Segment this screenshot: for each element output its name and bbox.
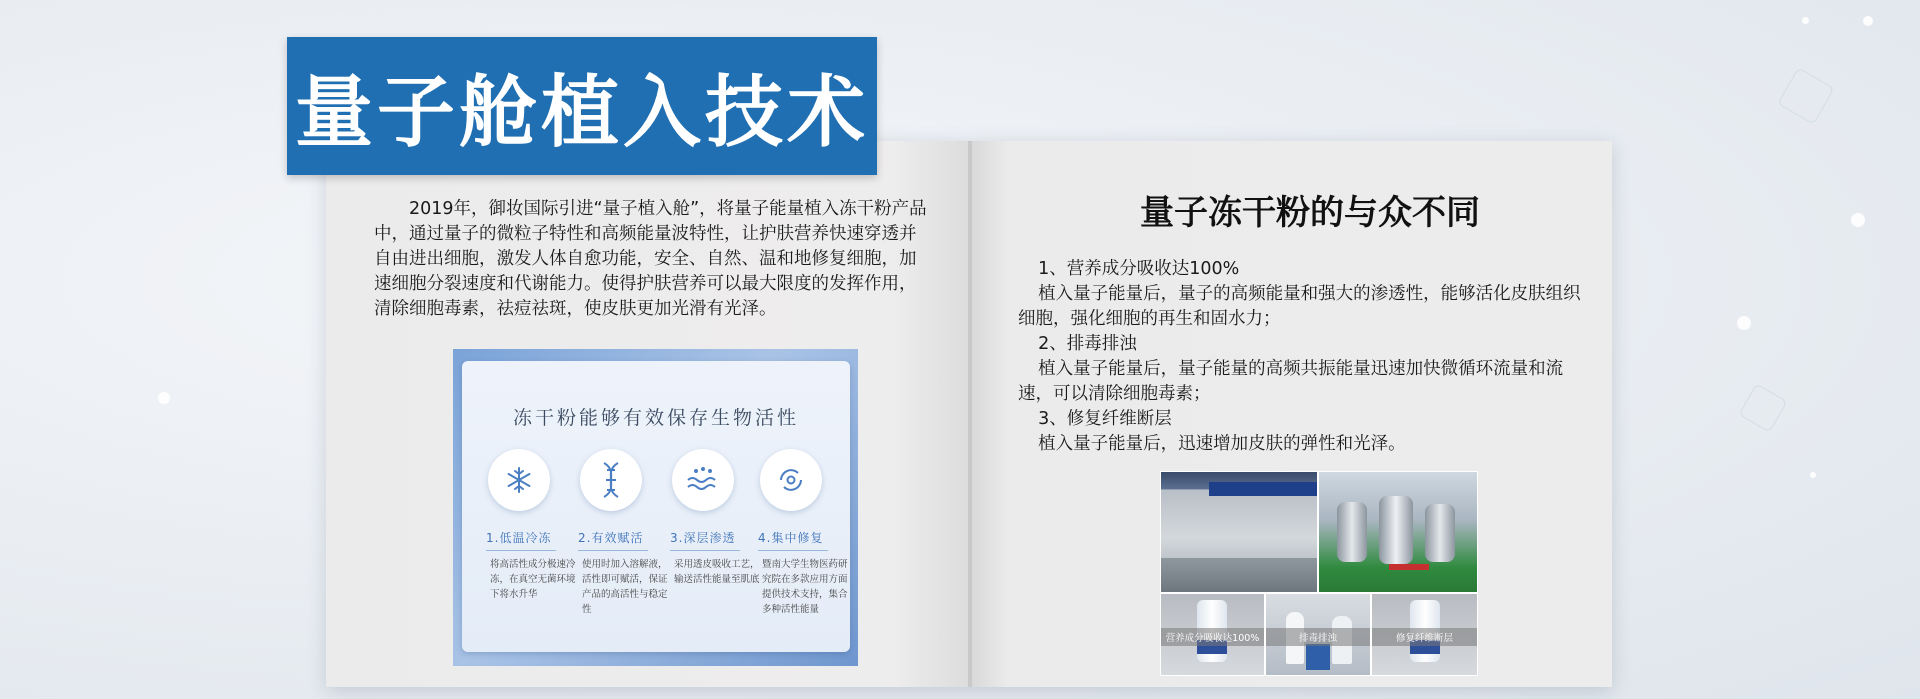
benefit-heading: 3、修复纤维断层 bbox=[1038, 409, 1172, 429]
factory-tanks-photo bbox=[1319, 472, 1477, 592]
feature-title: 3.深层渗透 bbox=[670, 529, 740, 551]
background-dot bbox=[1810, 472, 1816, 478]
lab-researchers-photo bbox=[1266, 594, 1370, 675]
feature-item bbox=[578, 449, 670, 617]
photo-label: 排毒排浊 bbox=[1266, 628, 1370, 646]
feature-text: 暨南大学生物医药研究院在多款应用方面提供技术支持，集合多种活性能量 bbox=[762, 559, 848, 615]
photo-collage bbox=[1160, 471, 1478, 676]
benefit-body: 植入量子能量后，量子能量的高频共振能量迅速加快微循环流量和流速，可以清除细胞毒素； bbox=[1018, 359, 1564, 404]
benefit-heading: 1、营养成分吸收达100% bbox=[1038, 259, 1240, 279]
background-dot bbox=[1737, 316, 1751, 330]
dna-icon bbox=[580, 449, 642, 511]
background-hexagon bbox=[1777, 67, 1834, 124]
water-waves-icon bbox=[672, 449, 734, 511]
intro-paragraph: 2019年，御妆国际引进“量子植入舱”，将量子能量植入冻干粉产品中，通过量子的微粒子特性和高频能量波特性，让护肤营养快速穿透并自由进出细胞，激发人体自愈功能，安全、自然、温和地修复细胞，加速细胞分裂速度和代谢能力。使得护肤营养可以最大限度的发挥作用，清除细胞毒素，祛痘祛斑，使皮肤更加光滑有光泽。 bbox=[374, 199, 927, 319]
background-hexagon bbox=[1738, 383, 1787, 432]
feature-item bbox=[486, 449, 578, 602]
benefits-list bbox=[1018, 257, 1584, 457]
feature-title: 4.集中修复 bbox=[758, 529, 828, 551]
right-page-title: 量子冻干粉的与众不同 bbox=[1140, 193, 1480, 233]
background-dot bbox=[1851, 213, 1865, 227]
book-spine bbox=[968, 141, 972, 687]
feature-item bbox=[670, 449, 762, 587]
snowflake-icon bbox=[488, 449, 550, 511]
feature-card bbox=[462, 361, 850, 652]
photo-label: 修复纤维断层 bbox=[1372, 628, 1477, 646]
feature-title: 1.低温冷冻 bbox=[486, 529, 556, 551]
feature-text: 使用时加入溶解液，活性即可赋活，保证产品的高活性与稳定性 bbox=[582, 559, 668, 615]
product-bottle-photo bbox=[1372, 594, 1477, 675]
background-dot bbox=[1863, 16, 1873, 26]
repair-cycle-icon bbox=[760, 449, 822, 511]
page-title-banner: 量子舱植入技术 bbox=[287, 37, 877, 175]
benefit-body: 植入量子能量后，量子的高频能量和强大的渗透性，能够活化皮肤组织细胞，强化细胞的再生和固水力； bbox=[1018, 284, 1581, 329]
feature-text: 将高活性成分极速冷冻，在真空无菌环境下将水升华 bbox=[490, 559, 576, 600]
background-dot bbox=[1802, 17, 1809, 24]
feature-text: 采用透皮吸收工艺，输送活性能量至肌底 bbox=[674, 559, 760, 585]
benefit-body: 植入量子能量后，迅速增加皮肤的弹性和光泽。 bbox=[1038, 434, 1406, 454]
feature-item bbox=[758, 449, 850, 617]
background-dot bbox=[158, 392, 170, 404]
photo-label: 营养成分吸收达100% bbox=[1161, 628, 1264, 646]
feature-card-title: 冻干粉能够有效保存生物活性 bbox=[512, 407, 799, 429]
product-bottle-photo bbox=[1161, 594, 1264, 675]
feature-title: 2.有效赋活 bbox=[578, 529, 648, 551]
benefit-heading: 2、排毒排浊 bbox=[1038, 334, 1137, 354]
lab-corridor-photo bbox=[1161, 472, 1317, 592]
